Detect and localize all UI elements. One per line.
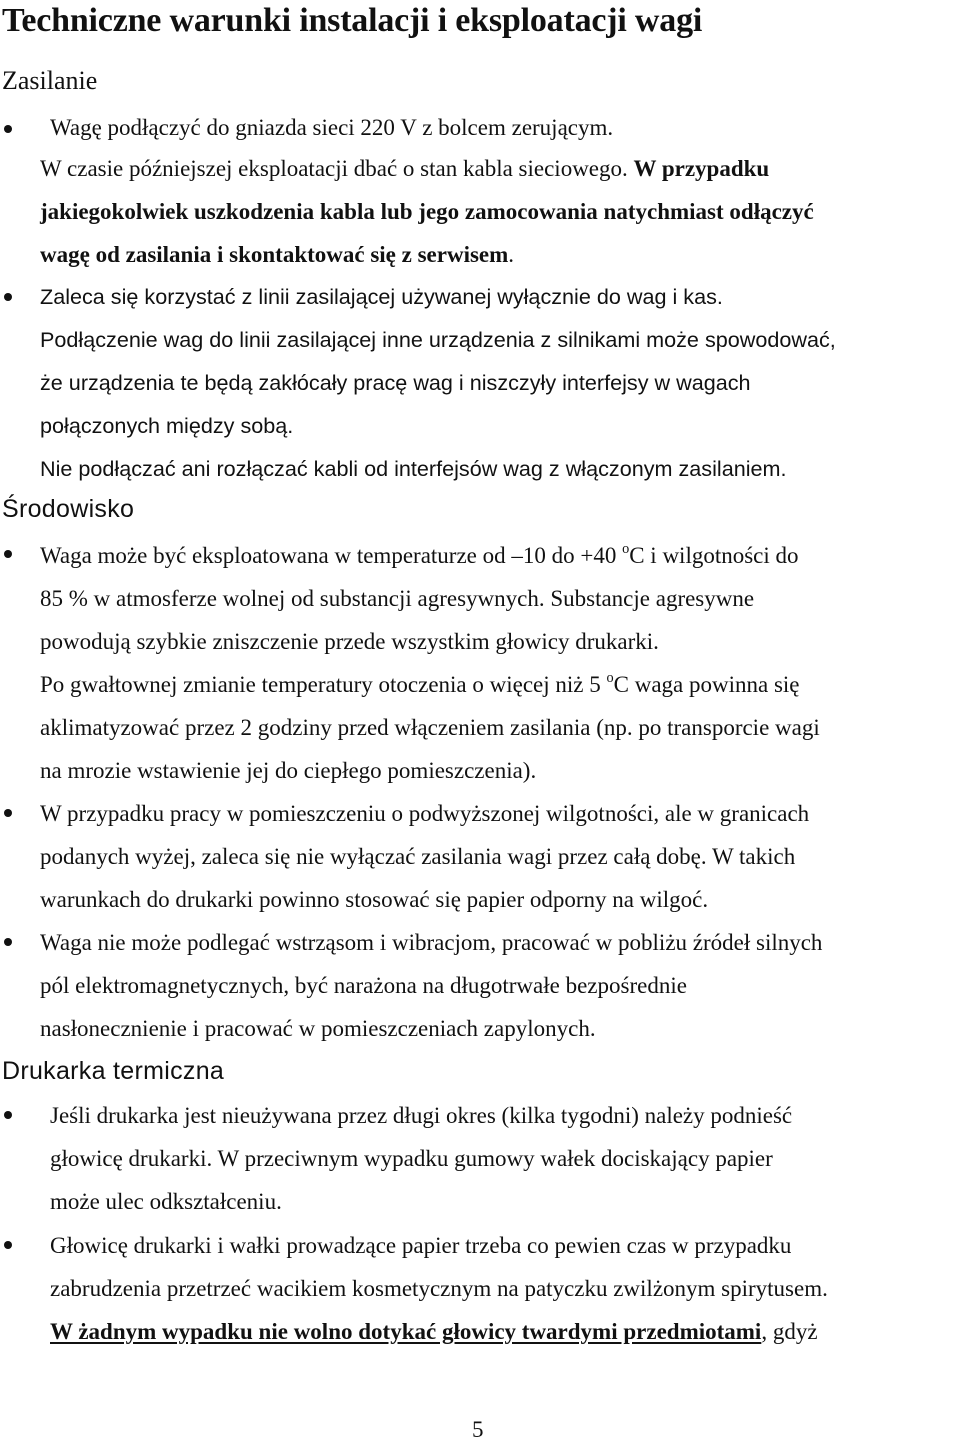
- degree-superscript: o: [606, 670, 614, 687]
- paragraph-line: warunkach do drukarki powinno stosować się papier odporny na wilgoć.: [40, 887, 709, 912]
- paragraph-text: W czasie późniejszej eksploatacji dbać o stan kabla sieciowego.: [40, 156, 634, 181]
- paragraph-line: że urządzenia te będą zakłócały pracę wag i niszczyły interfejsy w wagach: [40, 370, 751, 395]
- paragraph-line: zabrudzenia przetrzeć wacikiem kosmetycznym na patyczku zwilżonym spirytusem.: [50, 1276, 828, 1301]
- paragraph-line: W przypadku pracy w pomieszczeniu o podwyższonej wilgotności, ale w granicach: [40, 801, 810, 826]
- paragraph-text: , gdyż: [761, 1319, 818, 1344]
- paragraph-text: Po gwałtownej zmianie temperatury otoczenia o więcej niż 5: [40, 672, 607, 697]
- paragraph-line: nasłonecznienie i pracować w pomieszczeniach zapylonych.: [40, 1016, 596, 1041]
- section-heading-srodowisko: Środowisko: [2, 495, 135, 523]
- paragraph-line: aklimatyzować przez 2 godziny przed włączeniem zasilania (np. po transporcie wagi: [40, 715, 820, 740]
- paragraph-line: 85 % w atmosferze wolnej od substancji agresywnych. Substancje agresywne: [40, 586, 755, 611]
- paragraph-line: [50, 1320, 818, 1343]
- paragraph-line: [40, 670, 800, 697]
- paragraph-text: .: [508, 242, 515, 267]
- bullet-icon: [4, 1241, 12, 1249]
- paragraph-line: jakiegokolwiek uszkodzenia kabla lub jego zamocowania natychmiast odłączyć: [40, 199, 814, 224]
- paragraph-line: [40, 243, 514, 266]
- warning-text: W żadnym wypadku nie wolno dotykać głowicy twardymi przedmiotami: [50, 1319, 762, 1344]
- paragraph-text: C waga powinna się: [613, 672, 800, 697]
- page-number: 5: [472, 1417, 484, 1442]
- paragraph-line: może ulec odkształceniu.: [50, 1189, 282, 1214]
- paragraph-line: [40, 157, 769, 180]
- paragraph-line: powodują szybkie zniszczenie przede wszystkim głowicy drukarki.: [40, 629, 659, 654]
- bullet-icon: [4, 125, 12, 133]
- page-title: Techniczne warunki instalacji i eksploatacji wagi: [2, 2, 703, 39]
- paragraph-line: podanych wyżej, zaleca się nie wyłączać zasilania wagi przez całą dobę. W takich: [40, 844, 796, 869]
- paragraph-line: Waga nie może podlegać wstrząsom i wibracjom, pracować w pobliżu źródeł silnych: [40, 930, 823, 955]
- bullet-icon: [4, 293, 12, 301]
- section-heading-drukarka: Drukarka termiczna: [2, 1057, 225, 1085]
- paragraph-line: [40, 541, 799, 568]
- bullet-icon: [4, 550, 12, 558]
- section-heading-zasilanie: Zasilanie: [2, 66, 98, 95]
- paragraph-line: Jeśli drukarka jest nieużywana przez długi okres (kilka tygodni) należy podnieść: [50, 1103, 793, 1128]
- paragraph-line: Głowicę drukarki i wałki prowadzące papier trzeba co pewien czas w przypadku: [50, 1233, 792, 1258]
- paragraph-line: Zaleca się korzystać z linii zasilającej używanej wyłącznie do wag i kas.: [40, 284, 723, 309]
- paragraph-line: pól elektromagnetycznych, być narażona na długotrwałe bezpośrednie: [40, 973, 687, 998]
- paragraph-text-bold: wagę od zasilania i skontaktować się z serwisem: [40, 242, 509, 267]
- paragraph-line: połączonych między sobą.: [40, 413, 294, 438]
- paragraph-text: C i wilgotności do: [629, 543, 799, 568]
- bullet-icon: [4, 1111, 12, 1119]
- paragraph-line: głowicę drukarki. W przeciwnym wypadku gumowy wałek dociskający papier: [50, 1146, 773, 1171]
- bullet-icon: [4, 809, 12, 817]
- bullet-icon: [4, 938, 12, 946]
- paragraph-line: Podłączenie wag do linii zasilającej inne urządzenia z silnikami może spowodować,: [40, 327, 836, 352]
- degree-superscript: o: [622, 541, 630, 558]
- paragraph-line: Wagę podłączyć do gniazda sieci 220 V z bolcem zerującym.: [50, 115, 614, 140]
- paragraph-text: Waga może być eksploatowana w temperaturze od –10 do +40: [40, 543, 623, 568]
- paragraph-line: na mrozie wstawienie jej do ciepłego pomieszczenia).: [40, 758, 537, 783]
- paragraph-line: Nie podłączać ani rozłączać kabli od interfejsów wag z włączonym zasilaniem.: [40, 456, 787, 481]
- paragraph-text-bold: W przypadku: [633, 156, 770, 181]
